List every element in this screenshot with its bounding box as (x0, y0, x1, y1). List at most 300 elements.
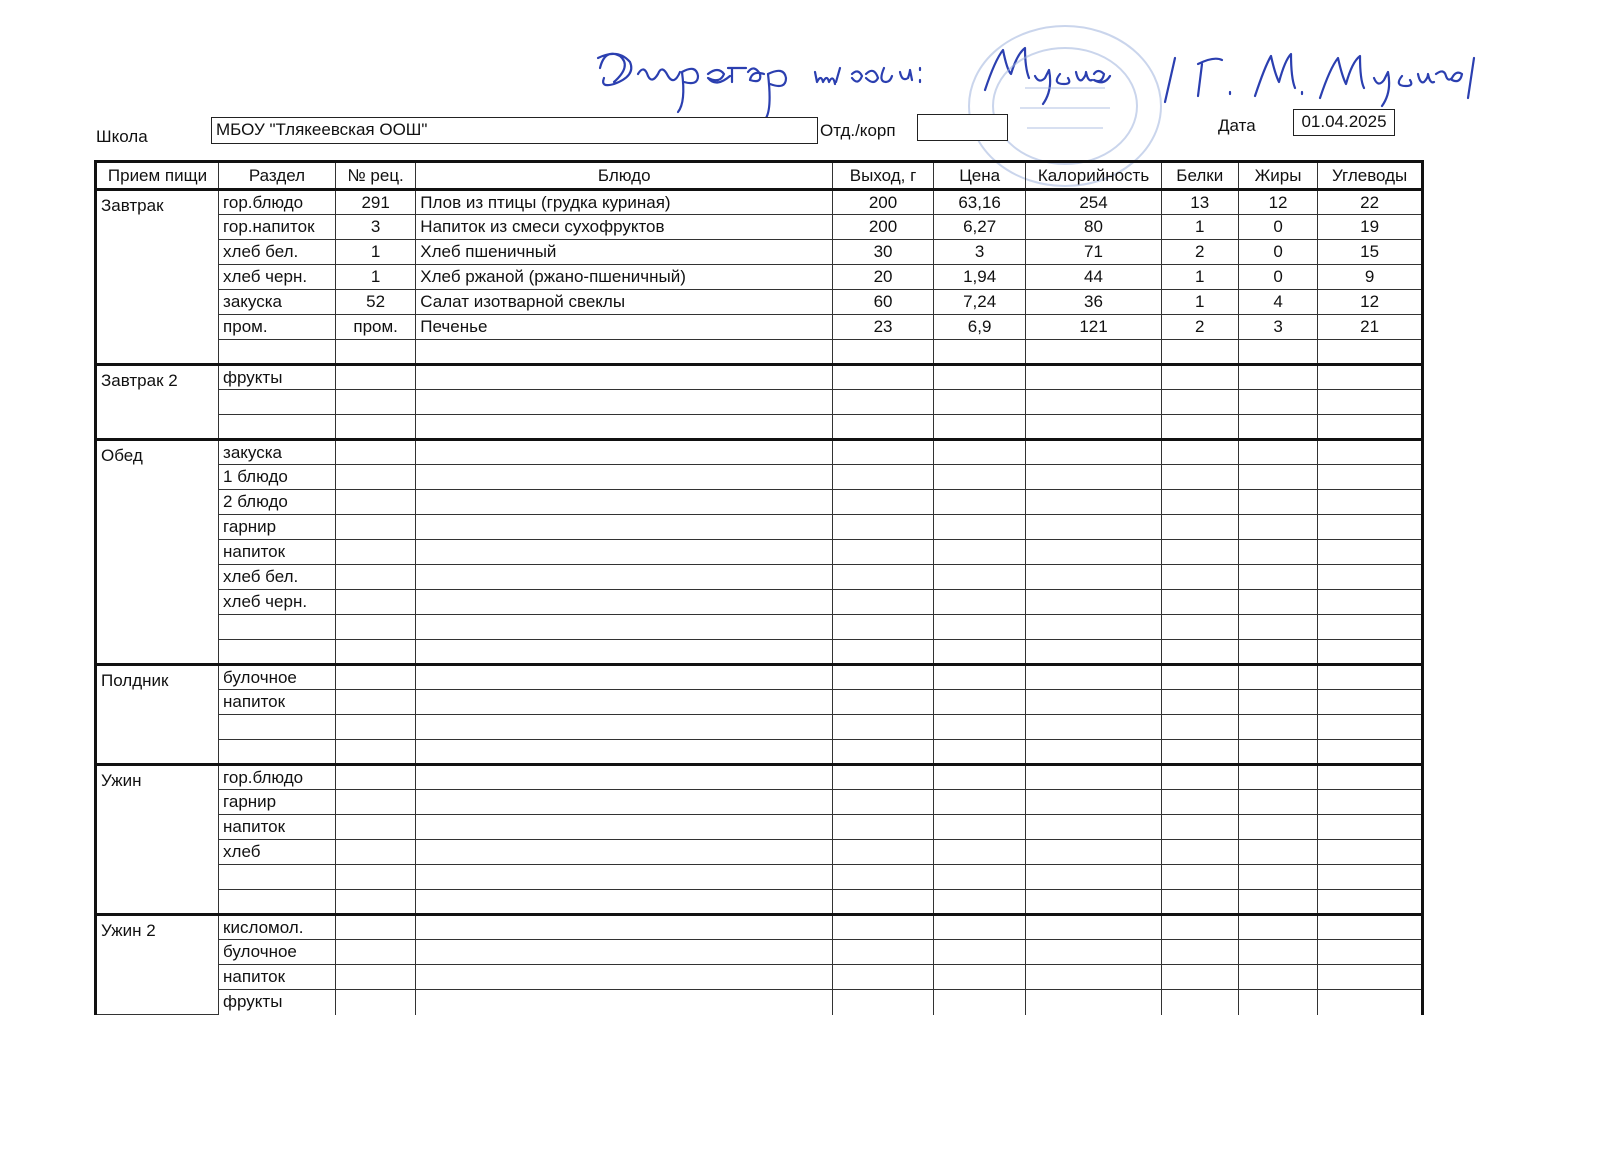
cell-dish (416, 415, 833, 440)
cell-section: кисломол. (219, 915, 336, 940)
cell-recipe-no (335, 865, 415, 890)
cell-protein (1161, 690, 1238, 715)
cell-dish: Хлеб ржаной (ржано-пшеничный) (416, 265, 833, 290)
cell-calories: 71 (1026, 240, 1161, 265)
cell-yield (833, 490, 934, 515)
cell-calories: 44 (1026, 265, 1161, 290)
cell-yield (833, 990, 934, 1015)
meal-name: Полдник (96, 665, 219, 765)
cell-dish (416, 840, 833, 865)
cell-price: 1,94 (933, 265, 1026, 290)
cell-dish (416, 665, 833, 690)
cell-section: закуска (219, 290, 336, 315)
cell-yield (833, 515, 934, 540)
cell-calories: 121 (1026, 315, 1161, 340)
table-row (96, 565, 1423, 590)
cell-dish (416, 790, 833, 815)
col-header-yield: Выход, г (833, 162, 934, 190)
cell-recipe-no (335, 915, 415, 940)
cell-yield: 20 (833, 265, 934, 290)
cell-price (933, 865, 1026, 890)
cell-price (933, 615, 1026, 640)
cell-fat (1238, 615, 1317, 640)
cell-fat (1238, 815, 1317, 840)
cell-recipe-no (335, 390, 415, 415)
cell-fat (1238, 440, 1317, 465)
table-row (96, 465, 1423, 490)
cell-carbs (1318, 690, 1423, 715)
table-row (96, 965, 1423, 990)
cell-dish: Плов из птицы (грудка куриная) (416, 190, 833, 215)
cell-protein: 1 (1161, 265, 1238, 290)
cell-section: гарнир (219, 790, 336, 815)
cell-price (933, 940, 1026, 965)
cell-dish (416, 865, 833, 890)
cell-fat (1238, 915, 1317, 940)
cell-price (933, 765, 1026, 790)
cell-dish (416, 365, 833, 390)
cell-carbs (1318, 415, 1423, 440)
cell-price (933, 515, 1026, 540)
cell-recipe-no (335, 665, 415, 690)
cell-fat (1238, 465, 1317, 490)
cell-dish (416, 990, 833, 1015)
cell-protein (1161, 990, 1238, 1015)
cell-dish (416, 390, 833, 415)
cell-fat (1238, 740, 1317, 765)
cell-recipe-no (335, 740, 415, 765)
cell-price: 6,9 (933, 315, 1026, 340)
cell-price (933, 665, 1026, 690)
table-row (96, 190, 1423, 215)
table-row (96, 915, 1423, 940)
cell-calories (1026, 990, 1161, 1015)
table-row (96, 990, 1423, 1015)
cell-price (933, 790, 1026, 815)
cell-section (219, 340, 336, 365)
cell-yield (833, 915, 934, 940)
cell-recipe-no: 52 (335, 290, 415, 315)
cell-protein (1161, 340, 1238, 365)
cell-carbs: 12 (1318, 290, 1423, 315)
cell-section: хлеб бел. (219, 565, 336, 590)
cell-dish (416, 690, 833, 715)
cell-calories: 36 (1026, 290, 1161, 315)
cell-protein (1161, 390, 1238, 415)
cell-section: гор.блюдо (219, 765, 336, 790)
cell-protein (1161, 790, 1238, 815)
cell-calories (1026, 365, 1161, 390)
cell-fat (1238, 715, 1317, 740)
meal-name: Ужин 2 (96, 915, 219, 1015)
cell-yield: 30 (833, 240, 934, 265)
cell-recipe-no (335, 340, 415, 365)
cell-dish (416, 815, 833, 840)
cell-carbs: 15 (1318, 240, 1423, 265)
cell-fat (1238, 365, 1317, 390)
cell-protein (1161, 715, 1238, 740)
cell-dish (416, 465, 833, 490)
cell-calories (1026, 415, 1161, 440)
cell-protein: 13 (1161, 190, 1238, 215)
cell-protein (1161, 865, 1238, 890)
cell-protein (1161, 940, 1238, 965)
cell-section: 1 блюдо (219, 465, 336, 490)
cell-carbs (1318, 990, 1423, 1015)
cell-protein (1161, 915, 1238, 940)
cell-carbs (1318, 590, 1423, 615)
cell-yield (833, 765, 934, 790)
cell-carbs (1318, 640, 1423, 665)
cell-fat (1238, 390, 1317, 415)
cell-price (933, 540, 1026, 565)
cell-recipe-no (335, 515, 415, 540)
cell-recipe-no (335, 590, 415, 615)
table-row (96, 640, 1423, 665)
cell-fat (1238, 840, 1317, 865)
table-row (96, 315, 1423, 340)
cell-calories (1026, 815, 1161, 840)
cell-section (219, 390, 336, 415)
cell-calories (1026, 390, 1161, 415)
cell-calories (1026, 965, 1161, 990)
cell-carbs (1318, 740, 1423, 765)
cell-fat: 0 (1238, 265, 1317, 290)
cell-fat (1238, 765, 1317, 790)
cell-calories (1026, 440, 1161, 465)
cell-protein: 2 (1161, 315, 1238, 340)
cell-yield: 200 (833, 215, 934, 240)
cell-price (933, 590, 1026, 615)
col-header-protein: Белки (1161, 162, 1238, 190)
cell-fat (1238, 865, 1317, 890)
cell-protein: 1 (1161, 290, 1238, 315)
cell-protein: 1 (1161, 215, 1238, 240)
cell-yield: 200 (833, 190, 934, 215)
cell-price (933, 840, 1026, 865)
table-row (96, 390, 1423, 415)
cell-dish (416, 740, 833, 765)
cell-recipe-no (335, 415, 415, 440)
cell-carbs (1318, 715, 1423, 740)
cell-dish (416, 765, 833, 790)
cell-protein (1161, 890, 1238, 915)
cell-calories (1026, 465, 1161, 490)
cell-fat (1238, 540, 1317, 565)
table-row (96, 340, 1423, 365)
cell-yield (833, 390, 934, 415)
cell-fat (1238, 515, 1317, 540)
cell-price (933, 990, 1026, 1015)
cell-section (219, 615, 336, 640)
cell-section: фрукты (219, 990, 336, 1015)
table-header-row (96, 162, 1423, 190)
cell-carbs (1318, 615, 1423, 640)
cell-protein (1161, 565, 1238, 590)
cell-price (933, 965, 1026, 990)
table-row (96, 940, 1423, 965)
cell-carbs (1318, 490, 1423, 515)
cell-price (933, 690, 1026, 715)
cell-fat (1238, 340, 1317, 365)
table-row (96, 240, 1423, 265)
col-header-price: Цена (933, 162, 1026, 190)
cell-fat: 4 (1238, 290, 1317, 315)
cell-yield: 60 (833, 290, 934, 315)
cell-recipe-no (335, 615, 415, 640)
cell-recipe-no (335, 990, 415, 1015)
cell-recipe-no (335, 840, 415, 865)
cell-calories (1026, 540, 1161, 565)
cell-fat (1238, 640, 1317, 665)
cell-section: пром. (219, 315, 336, 340)
cell-carbs (1318, 390, 1423, 415)
cell-yield (833, 365, 934, 390)
cell-yield (833, 540, 934, 565)
col-header-fat: Жиры (1238, 162, 1317, 190)
cell-protein (1161, 765, 1238, 790)
cell-protein (1161, 840, 1238, 865)
cell-price (933, 640, 1026, 665)
cell-carbs (1318, 965, 1423, 990)
cell-protein (1161, 515, 1238, 540)
cell-yield (833, 615, 934, 640)
cell-section (219, 715, 336, 740)
cell-price (933, 490, 1026, 515)
cell-recipe-no (335, 640, 415, 665)
cell-section: фрукты (219, 365, 336, 390)
cell-dish: Хлеб пшеничный (416, 240, 833, 265)
cell-dish (416, 440, 833, 465)
cell-calories (1026, 890, 1161, 915)
table-row (96, 490, 1423, 515)
cell-fat (1238, 940, 1317, 965)
cell-calories (1026, 340, 1161, 365)
cell-yield (833, 815, 934, 840)
cell-dish (416, 640, 833, 665)
cell-recipe-no: 291 (335, 190, 415, 215)
cell-carbs (1318, 915, 1423, 940)
cell-calories (1026, 590, 1161, 615)
cell-carbs (1318, 840, 1423, 865)
cell-fat (1238, 965, 1317, 990)
school-field: МБОУ "Тлякеевская ООШ" (211, 117, 818, 144)
cell-yield (833, 715, 934, 740)
cell-recipe-no (335, 365, 415, 390)
meal-name: Ужин (96, 765, 219, 915)
cell-calories (1026, 715, 1161, 740)
cell-dish (416, 715, 833, 740)
cell-fat (1238, 415, 1317, 440)
cell-protein (1161, 365, 1238, 390)
school-label: Школа (96, 127, 148, 146)
cell-dish (416, 915, 833, 940)
cell-recipe-no (335, 690, 415, 715)
cell-protein (1161, 415, 1238, 440)
cell-section: хлеб черн. (219, 590, 336, 615)
cell-price (933, 465, 1026, 490)
table-row (96, 690, 1423, 715)
cell-price: 7,24 (933, 290, 1026, 315)
cell-price: 63,16 (933, 190, 1026, 215)
cell-recipe-no (335, 765, 415, 790)
cell-recipe-no: 3 (335, 215, 415, 240)
cell-calories (1026, 615, 1161, 640)
cell-section (219, 740, 336, 765)
cell-calories (1026, 665, 1161, 690)
cell-carbs: 21 (1318, 315, 1423, 340)
cell-section: гор.блюдо (219, 190, 336, 215)
cell-calories (1026, 765, 1161, 790)
cell-dish (416, 590, 833, 615)
cell-price (933, 390, 1026, 415)
cell-protein (1161, 490, 1238, 515)
cell-yield (833, 740, 934, 765)
cell-section: напиток (219, 815, 336, 840)
cell-section: булочное (219, 940, 336, 965)
cell-yield (833, 940, 934, 965)
table-row (96, 365, 1423, 390)
cell-section: хлеб бел. (219, 240, 336, 265)
cell-dish: Напиток из смеси сухофруктов (416, 215, 833, 240)
cell-calories (1026, 840, 1161, 865)
cell-recipe-no (335, 490, 415, 515)
col-header-calories: Калорийность (1026, 162, 1161, 190)
cell-recipe-no (335, 540, 415, 565)
cell-carbs (1318, 565, 1423, 590)
cell-carbs (1318, 865, 1423, 890)
cell-carbs (1318, 465, 1423, 490)
cell-yield (833, 690, 934, 715)
cell-price: 6,27 (933, 215, 1026, 240)
table-row (96, 515, 1423, 540)
cell-section: напиток (219, 540, 336, 565)
cell-yield (833, 790, 934, 815)
cell-carbs (1318, 515, 1423, 540)
cell-yield (833, 415, 934, 440)
table-row (96, 440, 1423, 465)
cell-carbs (1318, 790, 1423, 815)
cell-dish (416, 965, 833, 990)
cell-protein (1161, 740, 1238, 765)
cell-protein (1161, 590, 1238, 615)
cell-fat (1238, 790, 1317, 815)
meal-name: Завтрак 2 (96, 365, 219, 440)
cell-price: 3 (933, 240, 1026, 265)
cell-fat: 0 (1238, 215, 1317, 240)
cell-price (933, 415, 1026, 440)
cell-dish (416, 940, 833, 965)
cell-section: гарнир (219, 515, 336, 540)
date-field: 01.04.2025 (1293, 109, 1395, 136)
cell-yield (833, 865, 934, 890)
cell-protein (1161, 440, 1238, 465)
cell-dish: Салат изотварной свеклы (416, 290, 833, 315)
cell-yield (833, 665, 934, 690)
cell-protein (1161, 465, 1238, 490)
cell-yield (833, 590, 934, 615)
cell-calories (1026, 565, 1161, 590)
cell-carbs: 22 (1318, 190, 1423, 215)
cell-dish (416, 890, 833, 915)
cell-section: булочное (219, 665, 336, 690)
cell-recipe-no: 1 (335, 240, 415, 265)
cell-price (933, 440, 1026, 465)
cell-carbs (1318, 940, 1423, 965)
table-row (96, 665, 1423, 690)
table-row (96, 590, 1423, 615)
cell-yield (833, 465, 934, 490)
cell-yield (833, 965, 934, 990)
cell-section: закуска (219, 440, 336, 465)
col-header-section: Раздел (219, 162, 336, 190)
col-header-carbs: Углеводы (1318, 162, 1423, 190)
cell-calories (1026, 740, 1161, 765)
cell-fat (1238, 990, 1317, 1015)
cell-yield (833, 890, 934, 915)
cell-fat: 12 (1238, 190, 1317, 215)
table-row (96, 615, 1423, 640)
cell-fat (1238, 590, 1317, 615)
cell-calories (1026, 790, 1161, 815)
cell-protein (1161, 665, 1238, 690)
cell-section (219, 865, 336, 890)
col-header-meal: Прием пищи (96, 162, 219, 190)
cell-price (933, 740, 1026, 765)
cell-recipe-no (335, 440, 415, 465)
col-header-recipe-no: № рец. (335, 162, 415, 190)
cell-recipe-no (335, 790, 415, 815)
cell-fat (1238, 665, 1317, 690)
cell-fat (1238, 690, 1317, 715)
department-field (917, 114, 1008, 141)
table-row (96, 765, 1423, 790)
cell-protein (1161, 615, 1238, 640)
cell-yield (833, 565, 934, 590)
cell-section (219, 890, 336, 915)
cell-protein (1161, 640, 1238, 665)
table-row (96, 890, 1423, 915)
cell-fat (1238, 490, 1317, 515)
cell-dish (416, 615, 833, 640)
table-row (96, 265, 1423, 290)
cell-carbs (1318, 665, 1423, 690)
cell-section (219, 640, 336, 665)
cell-section: напиток (219, 965, 336, 990)
cell-protein (1161, 965, 1238, 990)
table-row (96, 215, 1423, 240)
department-label: Отд./корп (820, 121, 896, 140)
cell-section: гор.напиток (219, 215, 336, 240)
cell-price (933, 890, 1026, 915)
menu-table (94, 160, 1424, 1015)
cell-fat (1238, 890, 1317, 915)
cell-recipe-no: 1 (335, 265, 415, 290)
cell-yield: 23 (833, 315, 934, 340)
cell-calories: 80 (1026, 215, 1161, 240)
cell-recipe-no (335, 465, 415, 490)
cell-recipe-no (335, 965, 415, 990)
cell-calories (1026, 515, 1161, 540)
cell-carbs (1318, 890, 1423, 915)
cell-dish (416, 515, 833, 540)
cell-price (933, 715, 1026, 740)
cell-yield (833, 440, 934, 465)
cell-carbs (1318, 540, 1423, 565)
cell-price (933, 340, 1026, 365)
cell-section: хлеб (219, 840, 336, 865)
cell-price (933, 365, 1026, 390)
